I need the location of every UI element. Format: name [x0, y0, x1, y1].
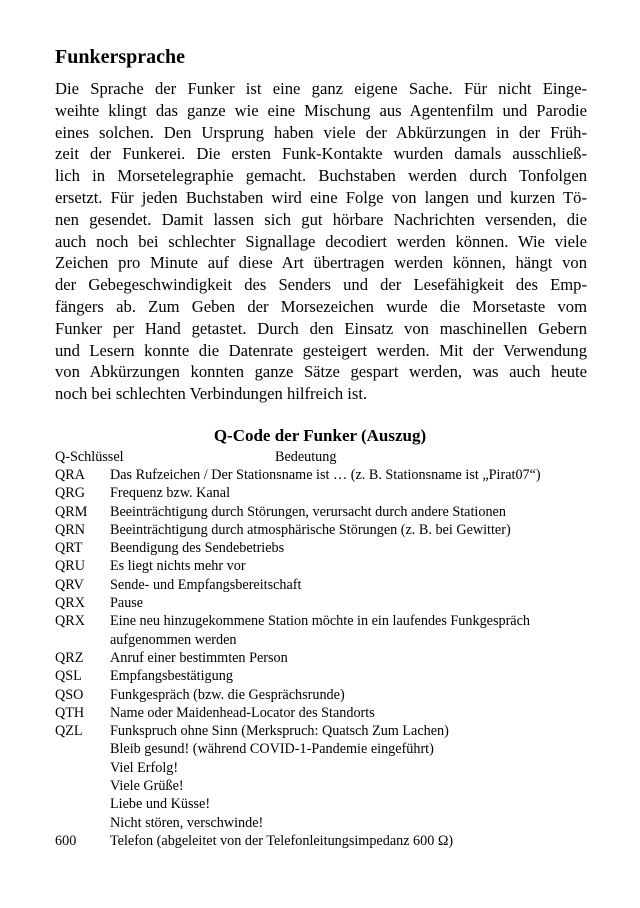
- table-row: [55, 832, 541, 850]
- q-code: QSO: [55, 686, 84, 703]
- paragraph-line: weihte klingt das ganze wie eine Mischung aus Agentenfilm und Parodie: [55, 100, 587, 120]
- table-row: [55, 777, 541, 795]
- paragraph-line: der Gebegeschwindigkeit des Senders und der Lesefähigkeit des Emp-: [55, 275, 587, 295]
- table-row: [55, 557, 541, 575]
- table-row: [55, 576, 541, 594]
- q-code: QRZ: [55, 649, 84, 666]
- q-code: QRA: [55, 467, 85, 483]
- paragraph-line: ersetzt. Für jeden Buchstaben wird eine Folge von langen und kurzen Tö-: [55, 187, 587, 207]
- q-code: QRT: [55, 540, 83, 557]
- table-row: [55, 539, 541, 557]
- header-key: Q-Schlüssel: [55, 449, 124, 465]
- paragraph-line: auch noch bei schlechter Signallage decodiert werden können. Wie viele: [55, 231, 587, 251]
- paragraph-line: Die Sprache der Funker ist eine ganz eigene Sache. Für nicht Einge-: [55, 79, 587, 98]
- q-code: QZL: [55, 723, 83, 740]
- q-code: 600: [55, 832, 77, 849]
- q-code: QRN: [55, 521, 85, 538]
- table-row: [55, 521, 541, 539]
- section-heading: Funkersprache: [55, 46, 185, 68]
- meaning: Bleib gesund! (während COVID-1-Pandemie eingeführt): [110, 741, 434, 758]
- meaning: Pause: [110, 595, 144, 612]
- meaning: Beeinträchtigung durch atmosphärische Störungen (z. B. bei Gewitter): [110, 521, 511, 538]
- q-code: QRM: [55, 503, 88, 520]
- meaning: Frequenz bzw. Kanal: [110, 485, 231, 502]
- table-header: [55, 449, 541, 466]
- header-meaning: Bedeutung: [275, 449, 337, 465]
- paragraph-line: noch bei schlechten Verbindungen hilfreich ist.: [55, 384, 368, 404]
- q-code: [55, 777, 110, 795]
- q-code: [55, 814, 110, 832]
- meaning: Anruf einer bestimmten Person: [110, 649, 288, 666]
- paragraph-line: fängers ab. Zum Geben der Morsezeichen wurde die Morsetaste vom: [55, 296, 587, 316]
- q-code: QSL: [55, 668, 82, 685]
- q-code: [55, 631, 110, 649]
- table-title: Q-Code der Funker (Auszug): [213, 426, 427, 445]
- table-row: [55, 795, 541, 813]
- table-row: [55, 503, 541, 521]
- q-code: [55, 795, 110, 813]
- table-row: [55, 594, 541, 612]
- table-row: [55, 649, 541, 667]
- q-code: [55, 740, 110, 758]
- table-row: [55, 704, 541, 722]
- meaning: Funkgespräch (bzw. die Gesprächsrunde): [110, 686, 345, 703]
- paragraph-line: von Abkürzungen konnten ganze Sätze gespart werden, was auch heute: [55, 362, 587, 382]
- meaning: Funkspruch ohne Sinn (Merkspruch: Quatsch Zum Lachen): [110, 723, 449, 740]
- table-row: [55, 466, 541, 484]
- meaning: aufgenommen werden: [110, 631, 237, 648]
- table-row: [55, 759, 541, 777]
- q-code: QRU: [55, 558, 85, 575]
- meaning: Viele Grüße!: [110, 778, 184, 795]
- q-code: [55, 759, 110, 777]
- paragraph-line: eines solchen. Den Ursprung haben viele der Abkürzungen in der Früh-: [55, 122, 587, 142]
- paragraph-line: und Lesern konnte die Datenrate gesteigert werden. Mit der Verwendung: [55, 340, 587, 360]
- q-code: QRX: [55, 613, 85, 630]
- meaning: Nicht stören, verschwinde!: [110, 814, 264, 831]
- table-row: [55, 484, 541, 502]
- table-row: [55, 686, 541, 704]
- meaning: Viel Erfolg!: [110, 759, 179, 776]
- meaning: Es liegt nichts mehr vor: [110, 558, 246, 575]
- meaning: Beeinträchtigung durch Störungen, verursacht durch andere Stationen: [110, 503, 506, 520]
- table-row: [55, 631, 541, 649]
- meaning: Name oder Maidenhead-Locator des Standorts: [110, 704, 375, 721]
- q-code: QRV: [55, 576, 84, 593]
- table-row: [55, 740, 541, 758]
- paragraph-line: Funker per Hand getastet. Durch den Einsatz von maschinellen Gebern: [55, 318, 587, 338]
- meaning: Telefon (abgeleitet von der Telefonleitungsimpedanz 600 Ω): [110, 832, 454, 849]
- meaning: Liebe und Küsse!: [110, 796, 211, 813]
- q-code: QRX: [55, 595, 85, 612]
- table-row: [55, 814, 541, 832]
- meaning: Eine neu hinzugekommene Station möchte in ein laufendes Funkgespräch: [110, 613, 530, 630]
- q-code: QTH: [55, 704, 85, 721]
- meaning: Empfangsbestätigung: [110, 668, 233, 685]
- table-row: [55, 612, 541, 630]
- q-code-table: [55, 449, 541, 850]
- paragraph-line: zeit der Funkerei. Die ersten Funk-Kontakte wurden damals ausschließ-: [55, 144, 587, 164]
- paragraph-line: lich in Morsetelegraphie gemacht. Buchstaben werden durch Tonfolgen: [55, 166, 587, 186]
- meaning: Sende- und Empfangsbereitschaft: [110, 576, 302, 593]
- table-row: [55, 667, 541, 685]
- meaning: Das Rufzeichen / Der Stationsname ist … (z. B. Stationsname ist „Pirat07“): [110, 467, 541, 483]
- table-row: [55, 722, 541, 740]
- paragraph-line: Zeichen pro Minute auf diese Art übertragen werden können, hängt von: [55, 253, 587, 273]
- body-paragraph: [55, 78, 587, 405]
- paragraph-line: nen gesendet. Damit lassen sich gut hörbare Nachrichten versenden, die: [55, 209, 587, 229]
- q-code: QRG: [55, 485, 85, 502]
- meaning: Beendigung des Sendebetriebs: [110, 540, 285, 557]
